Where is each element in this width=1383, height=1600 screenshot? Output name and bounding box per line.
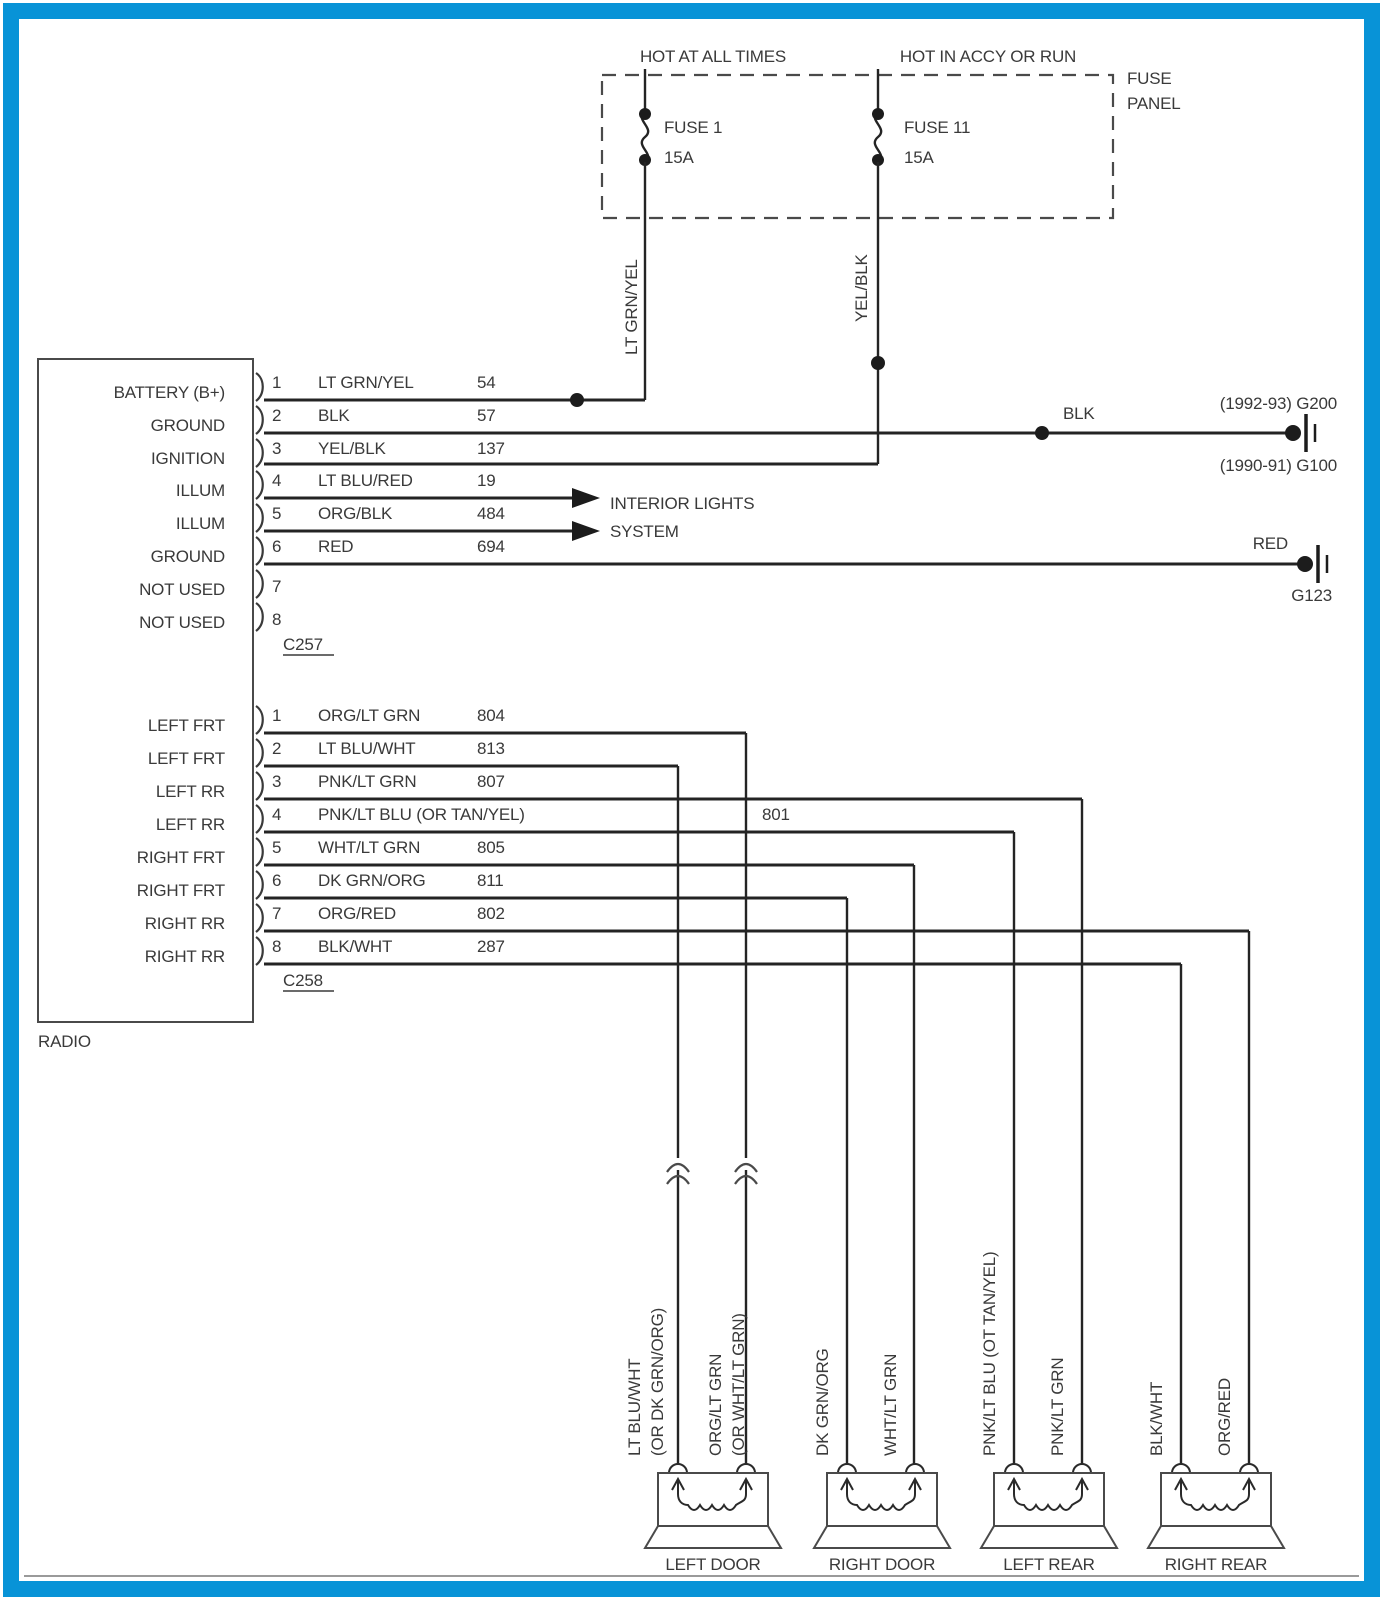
- c257-pin2-num: 2: [272, 406, 282, 425]
- c258-pin8-circuit: 287: [477, 937, 505, 956]
- c258-pin2-function: LEFT FRT: [147, 749, 225, 768]
- c257-pin5-circuit: 484: [477, 504, 505, 523]
- right-door-label: RIGHT DOOR: [828, 1555, 936, 1574]
- c258-pin4-function: LEFT RR: [155, 815, 225, 834]
- interior-lights-label-1: INTERIOR LIGHTS: [610, 494, 755, 513]
- c257-pin3-function: IGNITION: [151, 449, 225, 468]
- c257-pin4-wire: LT BLU/RED: [318, 471, 413, 490]
- c257-pin3-circuit: 137: [477, 439, 505, 458]
- c258-pin7-num: 7: [272, 904, 282, 923]
- c257-pin1-function: BATTERY (B+): [113, 383, 225, 402]
- fuse11-name: FUSE 11: [904, 118, 971, 137]
- c257-pin8-num: 8: [272, 610, 282, 629]
- c257-pin4-function: ILLUM: [175, 481, 225, 500]
- c258-pin5-function: RIGHT FRT: [136, 848, 225, 867]
- right-rear-label: RIGHT REAR: [1164, 1555, 1268, 1574]
- bottom-wire6-label: PNK/LT GRN: [1048, 1357, 1067, 1456]
- interior-lights-label-2: SYSTEM: [610, 522, 679, 541]
- c257-pin6-wire: RED: [318, 537, 354, 556]
- bottom-wire2-alt: (OR WHT/LT GRN): [729, 1313, 748, 1456]
- c258-pin2-wire: LT BLU/WHT: [318, 739, 416, 758]
- c258-pin8-wire: BLK/WHT: [318, 937, 393, 956]
- c257-pin5-num: 5: [272, 504, 282, 523]
- connector-c257: [114, 373, 1302, 655]
- c257-pin6-function: GROUND: [150, 547, 225, 566]
- hot-at-all-times-label: HOT AT ALL TIMES: [639, 47, 787, 66]
- c258-connector-id: C258: [283, 971, 323, 990]
- g123-label: G123: [1291, 586, 1332, 605]
- ground-dot-2: [1297, 556, 1313, 572]
- c258-pin7-circuit: 802: [477, 904, 505, 923]
- c257-pin4-circuit: 19: [477, 471, 496, 490]
- fuse1-name: FUSE 1: [664, 118, 723, 137]
- c258-pin6-num: 6: [272, 871, 282, 890]
- c258-pin8-num: 8: [272, 937, 282, 956]
- arrow-to-interior-lights-1: [572, 488, 600, 508]
- c257-pin3-num: 3: [272, 439, 282, 458]
- c258-pin3-wire: PNK/LT GRN: [318, 772, 417, 791]
- c258-pin1-num: 1: [272, 706, 282, 725]
- blk-wire-label: BLK: [1063, 404, 1095, 423]
- g200-label: (1992-93) G200: [1219, 394, 1337, 413]
- c257-pin6-circuit: 694: [477, 537, 505, 556]
- bottom-wire1-alt: (OR DK GRN/ORG): [648, 1307, 667, 1456]
- junction-dot-lt-grn-yel: [570, 393, 584, 407]
- c257-pin4-num: 4: [272, 471, 282, 490]
- c257-pin5-wire: ORG/BLK: [318, 504, 393, 523]
- left-door-speaker: [645, 1464, 781, 1548]
- fuse11-symbol: [871, 69, 885, 464]
- bottom-wire1-label: LT BLU/WHT: [625, 1358, 644, 1456]
- red-wire-label: RED: [1252, 534, 1288, 553]
- left-rear-speaker: [981, 1464, 1117, 1548]
- c257-pin8-function: NOT USED: [139, 613, 225, 632]
- c258-pin1-wire: ORG/LT GRN: [318, 706, 421, 725]
- c258-pin7-wire: ORG/RED: [318, 904, 396, 923]
- c257-pin3-wire: YEL/BLK: [318, 439, 386, 458]
- c257-pin6-num: 6: [272, 537, 282, 556]
- c257-pin2-wire: BLK: [318, 406, 350, 425]
- c257-pin7-function: NOT USED: [139, 580, 225, 599]
- c258-pin2-num: 2: [272, 739, 282, 758]
- c257-pin1-num: 1: [272, 373, 282, 392]
- speaker-drop-wires: [667, 733, 1249, 1464]
- fuse1-rating: 15A: [664, 148, 694, 167]
- c257-pin2-function: GROUND: [150, 416, 225, 435]
- c258-pin3-circuit: 807: [477, 772, 505, 791]
- c258-pin3-function: LEFT RR: [155, 782, 225, 801]
- c258-pin4-num: 4: [272, 805, 282, 824]
- right-door-speaker: [814, 1464, 950, 1548]
- bottom-wire3-label: DK GRN/ORG: [813, 1348, 832, 1456]
- c258-pin7-function: RIGHT RR: [144, 914, 225, 933]
- fuse-panel-box: [602, 75, 1113, 218]
- bottom-wire8-label: ORG/RED: [1215, 1378, 1234, 1456]
- ground-dot-1: [1285, 425, 1301, 441]
- hot-in-accy-label: HOT IN ACCY OR RUN: [899, 47, 1077, 66]
- c257-pin1-wire: LT GRN/YEL: [318, 373, 414, 392]
- bottom-wire2-label: ORG/LT GRN: [706, 1353, 725, 1456]
- c258-pin5-circuit: 805: [477, 838, 505, 857]
- c258-pin6-circuit: 811: [477, 871, 504, 890]
- bottom-wire7-label: BLK/WHT: [1147, 1381, 1166, 1456]
- fuse11-rating: 15A: [904, 148, 934, 167]
- junction-dot-blk: [1035, 426, 1049, 440]
- fuse-panel-label-2: PANEL: [1127, 94, 1181, 113]
- c258-pin4-circuit: 801: [762, 805, 790, 824]
- bottom-wire5-label: PNK/LT BLU (OT TAN/YEL): [980, 1251, 999, 1456]
- fuse-panel-label-1: FUSE: [1127, 69, 1172, 88]
- c257-pin5-function: ILLUM: [175, 514, 225, 533]
- c258-pin6-function: RIGHT FRT: [136, 881, 225, 900]
- c258-pin3-num: 3: [272, 772, 282, 791]
- bottom-wire4-label: WHT/LT GRN: [881, 1353, 900, 1456]
- g100-label: (1990-91) G100: [1219, 456, 1337, 475]
- lt-grn-yel-drop-label: LT GRN/YEL: [622, 259, 641, 355]
- right-rear-speaker: [1148, 1464, 1284, 1548]
- c258-pin2-circuit: 813: [477, 739, 505, 758]
- c257-pin7-num: 7: [272, 577, 282, 596]
- radio-label: RADIO: [38, 1032, 91, 1051]
- c258-pin1-function: LEFT FRT: [147, 716, 225, 735]
- left-rear-label: LEFT REAR: [1003, 1555, 1095, 1574]
- c258-pin4-wire: PNK/LT BLU (OR TAN/YEL): [318, 805, 525, 824]
- left-door-label: LEFT DOOR: [665, 1555, 761, 1574]
- c257-connector-id: C257: [283, 635, 323, 654]
- c258-pin8-function: RIGHT RR: [144, 947, 225, 966]
- c258-pin6-wire: DK GRN/ORG: [318, 871, 426, 890]
- c257-pin1-circuit: 54: [477, 373, 496, 392]
- c258-pin5-wire: WHT/LT GRN: [318, 838, 421, 857]
- c258-pin1-circuit: 804: [477, 706, 505, 725]
- c257-pin2-circuit: 57: [477, 406, 496, 425]
- arrow-to-interior-lights-2: [572, 521, 600, 541]
- yel-blk-drop-label: YEL/BLK: [852, 254, 871, 322]
- c258-pin5-num: 5: [272, 838, 282, 857]
- ground-g123: [1253, 534, 1332, 605]
